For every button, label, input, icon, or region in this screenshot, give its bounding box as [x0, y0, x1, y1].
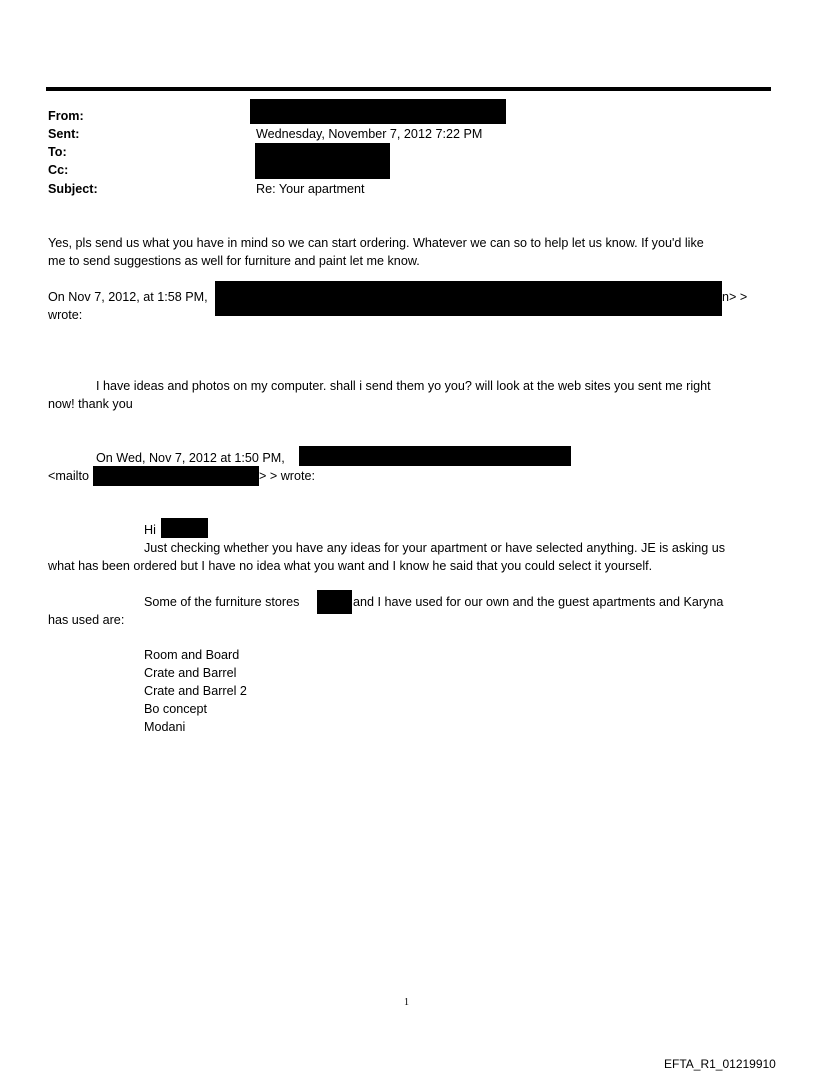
redaction-to-cc	[255, 143, 390, 179]
redaction-recipient-name	[161, 518, 208, 538]
subject-label: Subject:	[48, 182, 98, 196]
sent-value: Wednesday, November 7, 2012 7:22 PM	[256, 127, 483, 141]
body-line: what has been ordered but I have no idea what you want and I know he said that you could select it yourself.	[48, 559, 653, 573]
body-line: has used are:	[48, 613, 125, 627]
body-line: Some of the furniture stores	[144, 595, 300, 609]
store-item: Room and Board	[144, 648, 240, 662]
body-line: me to send suggestions as well for furniture and paint let me know.	[48, 254, 420, 268]
store-item: Bo concept	[144, 702, 208, 716]
quote-wrote: > > wrote:	[259, 469, 316, 483]
subject-value: Re: Your apartment	[256, 182, 365, 196]
body-line: and I have used for our own and the guest apartments and Karyna	[353, 595, 724, 609]
quote-attribution: On Nov 7, 2012, at 1:58 PM,	[48, 290, 208, 304]
store-item: Modani	[144, 720, 186, 734]
redaction-from	[250, 99, 506, 124]
quote-attribution: On Wed, Nov 7, 2012 at 1:50 PM,	[96, 451, 285, 465]
sent-label: Sent:	[48, 127, 80, 141]
to-label: To:	[48, 145, 67, 159]
redaction-email	[93, 466, 259, 486]
bates-number: EFTA_R1_01219910	[664, 1057, 776, 1071]
store-item: Crate and Barrel	[144, 666, 237, 680]
body-line: Yes, pls send us what you have in mind so we can start ordering. Whatever we can so to help let us know. If you'd like	[48, 236, 704, 250]
body-line: Just checking whether you have any ideas for your apartment or have selected anything. JE is asking us	[144, 541, 726, 555]
body-line: I have ideas and photos on my computer. shall i send them yo you? will look at the web sites you sent me right	[96, 379, 711, 393]
quote-attribution-suffix: n> >	[722, 290, 748, 304]
page-number: 1	[404, 997, 409, 1008]
redaction-sender-2	[299, 446, 571, 466]
quote-wrote: wrote:	[48, 308, 83, 322]
body-line: now! thank you	[48, 397, 133, 411]
from-label: From:	[48, 109, 84, 123]
greeting: Hi	[144, 523, 156, 537]
store-item: Crate and Barrel 2	[144, 684, 247, 698]
cc-label: Cc:	[48, 163, 69, 177]
redaction-sender	[215, 281, 722, 316]
quote-mailto: <mailto	[48, 469, 89, 483]
header-divider	[46, 87, 771, 91]
redaction-name	[317, 590, 352, 614]
